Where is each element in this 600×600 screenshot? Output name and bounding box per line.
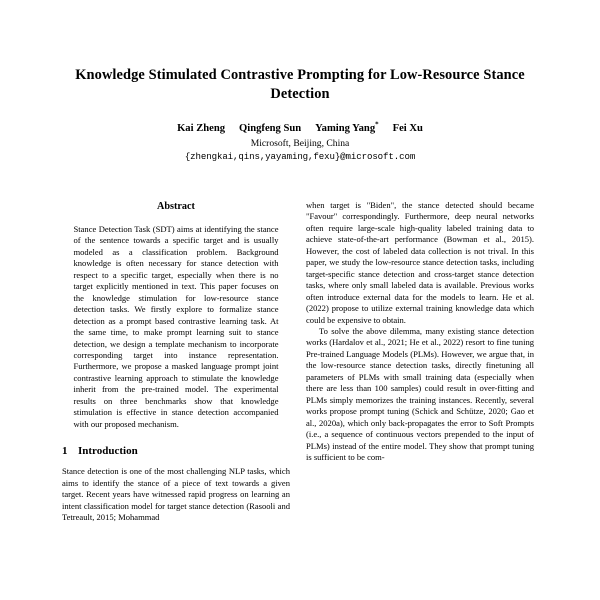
author-name: Yaming Yang xyxy=(315,123,376,134)
page-title: Knowledge Stimulated Contrastive Prompting for Low-Resource Stance Detection xyxy=(75,67,525,102)
section-1-number: 1 xyxy=(62,445,68,458)
section-1-heading xyxy=(62,444,290,459)
author-name: Kai Zheng xyxy=(177,123,226,134)
author-name: Qingfeng Sun xyxy=(239,123,302,134)
section-1-title: Introduction xyxy=(78,445,138,458)
author-0 xyxy=(177,122,225,136)
author-list xyxy=(62,122,538,136)
abstract-heading: Abstract xyxy=(157,201,195,212)
author-2 xyxy=(315,122,378,136)
author-name: Fei Xu xyxy=(392,123,423,134)
column-right xyxy=(306,200,534,463)
author-1 xyxy=(239,122,301,136)
author-emails: {zhengkai,qins,yayaming,fexu}@microsoft.com xyxy=(184,151,416,162)
affiliation: Microsoft, Beijing, China xyxy=(250,138,350,149)
right-paragraph-1: To solve the above dilemma, many existing stance detection works (Hardalov et al., 2021; He et al., 2022) resort to fine tuning Pre-trained Language Models (PLMs). However, we argue that, in the low-resource stance detection tasks, directly finetuning all parameters of PLMs with small training data (especially when there are less than 100 samples) could result in over-fitting and PLMs simply memorizes the training instances. Recently, several works propose prompt tuning (Schick and Schütze, 2020; Gao et al., 2020a), which only back-propagates the error to Soft Prompts (i.e., a sequence of continuous vectors prepended to the input of PLMs) instead of the entire model. They show that prompt tuning is sufficient to be com- xyxy=(306,325,534,462)
column-left xyxy=(62,200,290,523)
section-1-paragraph-0: Stance detection is one of the most challenging NLP tasks, which aims to identify the stance of a piece of text towards a given target. Recent years have witnessed rapid progress on learning an intent classification model for target stance detection (Rasooli and Tetreault, 2015; Mohammad xyxy=(62,466,290,522)
author-3 xyxy=(393,122,423,136)
right-paragraph-0: when target is "Biden", the stance detected should became "Favour" correspondingly. Furthermore, deep neural networks often require large-scale high-quality labeled training data to achieve state-of-the-art performance (Bowman et al., 2015). However, the cost of labeled data collection is not trival. In this paper, we study the low-resource stance detection tasks, including target-specific stance detection and cross-target stance detection tasks, where only small labeled data is available. Previous works often introduce external data for the models to learn. He et al. (2022) propose to utilize external training knowledge data which could be expensive to obtain. xyxy=(306,200,534,325)
author-marker: * xyxy=(375,120,379,129)
abstract-body: Stance Detection Task (SDT) aims at identifying the stance of the sentence towards a specific target and is usually modeled as a classification problem. Background knowledge is often necessary for stance detection with respect to a specific target, especially when there is no target explicitly mentioned in text. This paper focuses on the knowledge stimulation for low-resource stance detection tasks. We firstly explore to formalize stance detection as a prompt based contrastive learning task. At the same time, to make prompt learning suit to stance detection, we design a template mechanism to incorporate corresponding target into instance representation. Furthermore, we propose a masked language prompt joint contrastive learning approach to stimulate the knowledge inherit from the pre-trained model. The experimental results on three benchmarks show that knowledge stimulation is effective in stance detection accompanied with our proposed mechanism. xyxy=(73,224,279,429)
